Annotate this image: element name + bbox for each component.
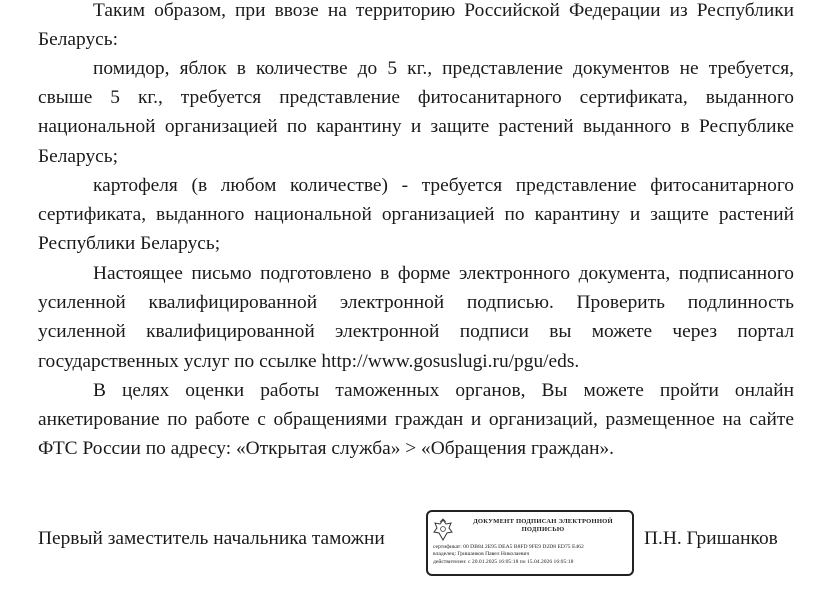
signatory-name: П.Н. Гришанков [644, 528, 778, 549]
signatory-position: Первый заместитель начальника таможни [38, 528, 385, 549]
paragraph-text: картофеля (в любом количестве) - требуется представление фитосанитарного сертификата, выданного национальной организацией по карантину и защите растений Республики Беларусь; [38, 175, 794, 255]
paragraph-import-intro [38, 0, 794, 54]
stamp-heading: ДОКУМЕНТ ПОДПИСАН ЭЛЕКТРОННОЙ ПОДПИСЬЮ [473, 518, 613, 533]
paragraph-tomatoes-apples [38, 54, 794, 171]
stamp-owner: владелец: Гришанков Павел Николаевич [433, 551, 530, 558]
paragraph-potatoes [38, 171, 794, 259]
paragraph-text: Настоящее письмо подготовлено в форме электронного документа, подписанного усиленной квалифицированной электронной подписью. Проверить подлинность усиленной квалифицированной электронной подписи вы можете через портал государственных услуг по ссылке http://www.gosuslugi.ru/pgu/eds. [38, 263, 794, 372]
electronic-signature-stamp [426, 510, 634, 576]
paragraph-text: Таким образом, при ввозе на территорию Российской Федерации из Республики Беларусь: [38, 0, 794, 51]
stamp-certificate: сертификат: 00 DB84 2E95 DEA5 B8FD 9FE9 D2D8 ED75 E462 [433, 544, 584, 550]
paragraph-text: В целях оценки работы таможенных органов, Вы можете пройти онлайн анкетирование по работе с обращениями граждан и организаций, размещенное на сайте ФТС России по адресу: «Открытая служба» > «Обращения граждан». [38, 380, 794, 460]
coat-of-arms-icon [432, 518, 454, 544]
paragraph-survey [38, 376, 794, 464]
stamp-details [433, 544, 628, 566]
paragraph-electronic-signature [38, 259, 794, 376]
paragraph-text: помидор, яблок в количестве до 5 кг., представление документов не требуется, свыше 5 кг., требуется представление фитосанитарного сертификата, выданного национальной организацией по карантину и защите растений выданного в Республике Беларусь; [38, 58, 794, 167]
stamp-validity: действителен: с 20.01.2025 16:05:18 по 15.04.2026 16:05:18 [433, 558, 574, 565]
